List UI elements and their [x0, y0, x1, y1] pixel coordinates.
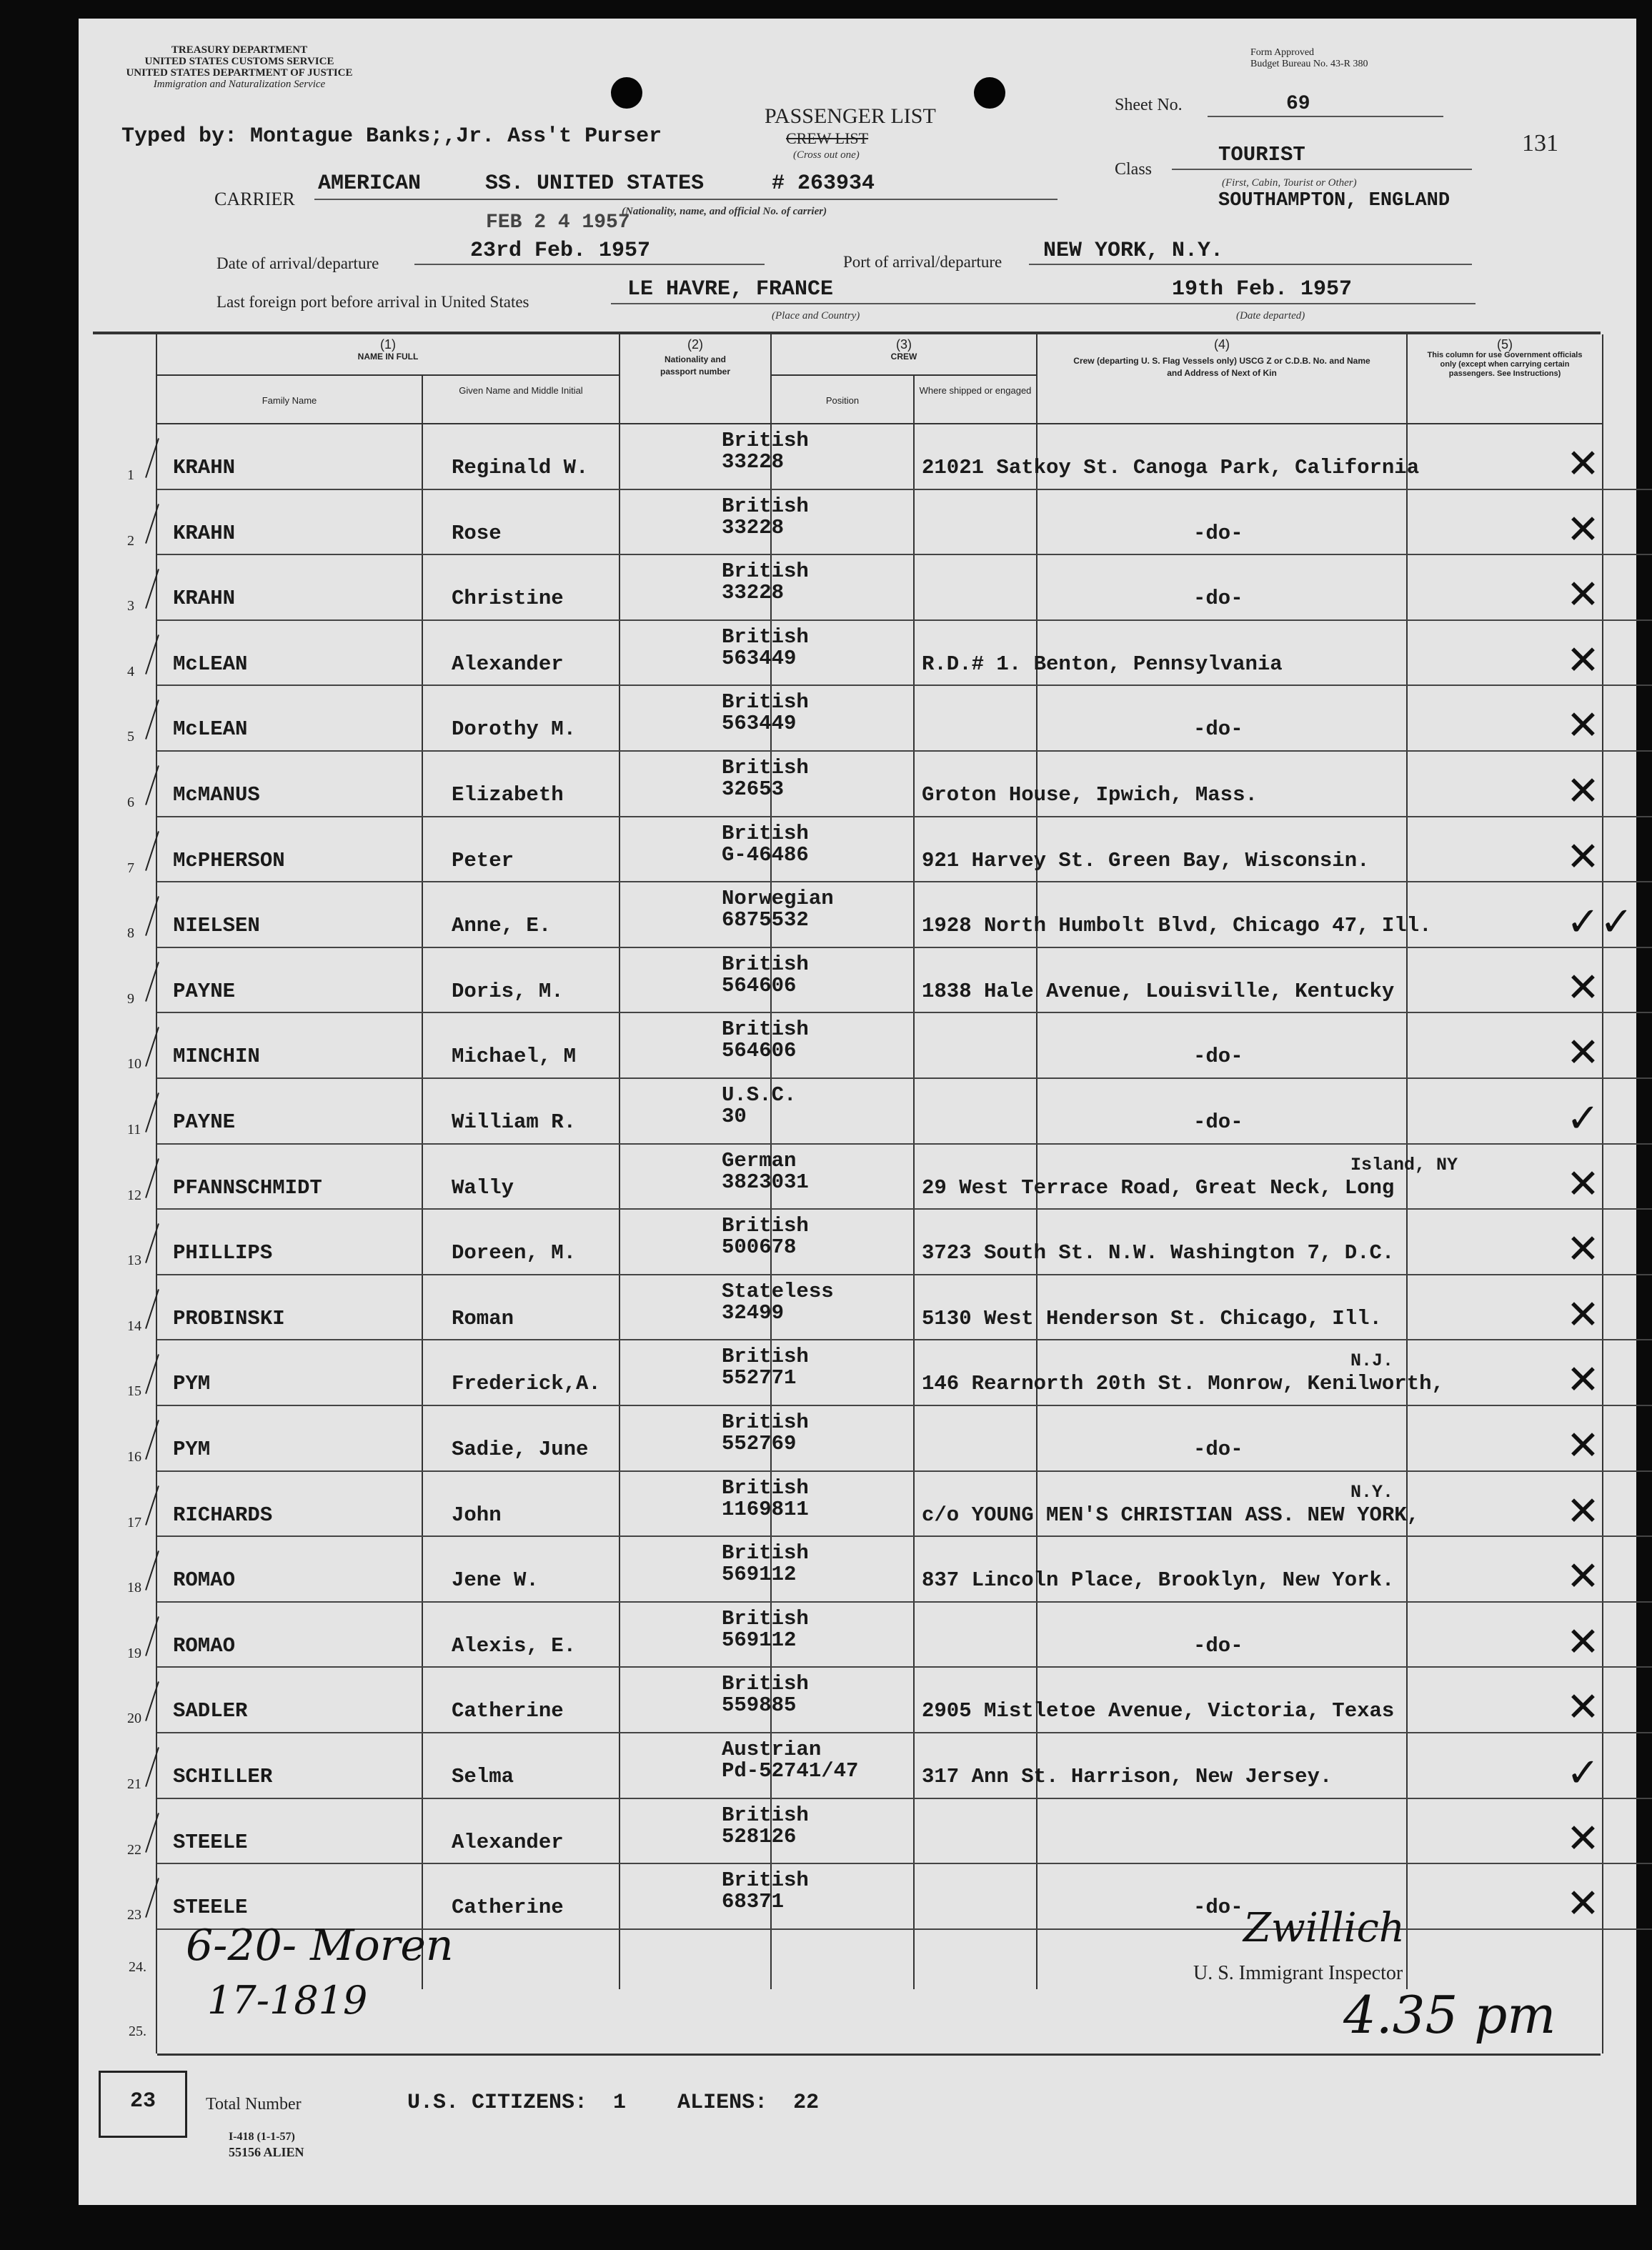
list-title: PASSENGER LIST [765, 104, 936, 128]
col3-number: (3) [896, 337, 912, 352]
col2-number: (2) [687, 337, 703, 352]
nationality: British [722, 1017, 809, 1042]
family-name: McMANUS [173, 783, 260, 807]
next-of-kin-address: 2905 Mistletoe Avenue, Victoria, Texas [922, 1699, 1395, 1723]
table-top-rule [93, 332, 1601, 334]
total-label: Total Number [206, 2095, 302, 2114]
check-tick [145, 896, 159, 936]
row-number: 5 [127, 729, 134, 745]
check-tick [145, 831, 159, 871]
handwritten-time: 4.35 pm [1343, 1985, 1556, 2045]
given-name: Michael, M [452, 1045, 577, 1069]
table-row [127, 1537, 1652, 1603]
table-row [127, 1079, 1652, 1145]
table-row [127, 424, 1652, 490]
family-name: STEELE [173, 1830, 248, 1854]
table-row [127, 555, 1652, 621]
class-note: (First, Cabin, Tourist or Other) [1222, 177, 1357, 189]
nationality: British [722, 1410, 809, 1434]
row-number: 6 [127, 795, 134, 810]
inspector-label: U. S. Immigrant Inspector [1193, 1962, 1403, 1984]
next-of-kin-address: c/o YOUNG MEN'S CHRISTIAN ASS. NEW YORK, [922, 1503, 1420, 1527]
row-number: 3 [127, 598, 134, 614]
row-number: 8 [127, 925, 134, 942]
check-tick [145, 1355, 159, 1395]
passport-number: 33228 [722, 450, 785, 474]
crew-list-struck: CREW LIST [786, 129, 869, 147]
check-tick [145, 1813, 159, 1853]
row-number: 7 [127, 860, 134, 876]
passport-number: 563449 [722, 712, 797, 736]
form-code: 55156 ALIEN [229, 2145, 304, 2159]
given-name: Selma [452, 1765, 514, 1788]
next-of-kin-address: 837 Lincoln Place, Brooklyn, New York. [922, 1568, 1395, 1593]
family-name: PHILLIPS [173, 1241, 273, 1265]
nationality: British [722, 494, 809, 518]
dept-line: TREASURY DEPARTMENT [171, 44, 308, 56]
address-continuation: Island, NY [1350, 1154, 1458, 1175]
next-of-kin-address: 921 Harvey St. Green Bay, Wisconsin. [922, 848, 1370, 872]
given-name: John [452, 1503, 502, 1527]
table-row [127, 490, 1652, 556]
cross-out-note: (Cross out one) [793, 149, 860, 161]
table-row [127, 621, 1652, 687]
next-of-kin-address: -do- [1193, 1438, 1243, 1461]
nationality: British [722, 1475, 809, 1500]
passport-number: 528126 [722, 1824, 797, 1848]
row-number: 16 [127, 1449, 141, 1465]
official-mark: ✕ [1566, 1423, 1600, 1469]
next-of-kin-address: -do- [1193, 717, 1243, 742]
check-tick [145, 1616, 159, 1656]
port-value: NEW YORK, N.Y. [1043, 239, 1224, 263]
nationality: British [722, 1868, 809, 1893]
check-tick [145, 962, 159, 1002]
row-number: 9 [127, 990, 134, 1007]
nationality: Norwegian [722, 887, 834, 911]
official-mark: ✕ [1566, 572, 1600, 619]
col5-title: This column for use Government officials only (except when carrying certain passengers. See Instructions) [1427, 351, 1583, 378]
passport-number: 563449 [722, 646, 797, 670]
row-number-25: 25. [129, 2023, 146, 2039]
nationality: British [722, 756, 809, 780]
family-name: PAYNE [173, 979, 236, 1003]
passport-number: 30 [722, 1105, 747, 1128]
family-name: ROMAO [173, 1568, 236, 1593]
check-tick [145, 1420, 159, 1460]
given-name: Doreen, M. [452, 1241, 577, 1265]
row-number: 12 [127, 1187, 141, 1203]
header-split [157, 374, 619, 376]
row-number: 15 [127, 1383, 141, 1400]
department-block [79, 44, 400, 90]
passport-number: 552771 [722, 1366, 797, 1390]
nationality: British [722, 690, 809, 715]
table-row [127, 1340, 1652, 1406]
carrier-label: CARRIER [214, 189, 295, 209]
passport-number: 500678 [722, 1235, 797, 1260]
nationality: British [722, 429, 809, 452]
passport-number: 33228 [722, 515, 785, 539]
nationality: British [722, 624, 809, 649]
row-number: 22 [127, 1841, 141, 1858]
official-mark: ✓ [1566, 1750, 1600, 1796]
official-mark: ✕ [1566, 1030, 1600, 1077]
col1-title: NAME IN FULL [357, 352, 419, 362]
official-mark: ✓✓ [1566, 899, 1633, 946]
carrier-value: AMERICAN SS. UNITED STATES [318, 171, 705, 196]
family-name: SADLER [173, 1699, 248, 1723]
table-bottom-rule [157, 2054, 1601, 2056]
form-approval [1250, 47, 1368, 70]
official-mark: ✕ [1566, 441, 1600, 487]
table-row [127, 817, 1652, 883]
official-mark: ✕ [1566, 1357, 1600, 1404]
next-of-kin-address: 29 West Terrace Road, Great Neck, Long [922, 1175, 1395, 1200]
dept-line: Immigration and Naturalization Service [153, 79, 326, 90]
table-row [127, 1406, 1652, 1472]
punch-hole-right [974, 77, 1005, 109]
southampton: SOUTHAMPTON, ENGLAND [1218, 190, 1451, 211]
table-row [127, 1275, 1652, 1341]
given-name: William R. [452, 1110, 577, 1134]
passport-number: 564606 [722, 1039, 797, 1063]
page-number: 131 [1522, 130, 1558, 156]
official-mark: ✕ [1566, 833, 1600, 880]
passport-number: 564606 [722, 973, 797, 997]
check-tick [145, 1027, 159, 1067]
row-number: 4 [127, 663, 134, 680]
next-of-kin-address: 146 Rearnorth 20th St. Monrow, Kenilworth, [922, 1372, 1444, 1396]
check-tick [145, 569, 159, 609]
form-approved-text: Form Approved [1250, 47, 1315, 58]
row-number: 10 [127, 1056, 141, 1072]
passport-number: 6875532 [722, 908, 809, 932]
row-number: 21 [127, 1776, 141, 1792]
col5-number: (5) [1497, 337, 1513, 352]
next-of-kin-address: Groton House, Ipwich, Mass. [922, 783, 1258, 807]
col1-header [157, 339, 619, 363]
col4-title: Crew (departing U. S. Flag Vessels only) USCG Z or C.D.B. No. and Name and Address of Next of Kin [1073, 356, 1370, 378]
table-row [127, 1733, 1652, 1799]
passport-number: 569112 [722, 1628, 797, 1652]
port-rule [1029, 264, 1472, 265]
row-number: 14 [127, 1318, 141, 1334]
family-name: PYM [173, 1372, 211, 1396]
row-number-24: 24. [129, 1959, 146, 1975]
given-name: Reginald W. [452, 456, 589, 479]
passport-number: 559885 [722, 1693, 797, 1718]
inspector-signature: Zwillich [1243, 1905, 1405, 1951]
total-value: 23 [129, 2089, 156, 2114]
next-of-kin-address: -do- [1193, 1110, 1243, 1134]
official-mark: ✕ [1566, 1488, 1600, 1535]
passport-number: 68371 [722, 1890, 785, 1914]
carrier-note: (Nationality, name, and official No. of carrier) [622, 206, 827, 217]
nationality: German [722, 1148, 797, 1173]
given-name: Frederick,A. [452, 1372, 601, 1396]
col4-number: (4) [1214, 337, 1230, 352]
given-name: Dorothy M. [452, 717, 577, 742]
given-name: Roman [452, 1306, 514, 1330]
table-row [127, 1210, 1652, 1275]
given-name: Wally [452, 1175, 514, 1200]
arrival-rule [414, 264, 765, 265]
arrival-value: 23rd Feb. 1957 [470, 239, 651, 263]
citizen-summary: U.S. CITIZENS: 1 ALIENS: 22 [407, 2091, 820, 2115]
passport-number: Pd-52741/47 [722, 1759, 859, 1783]
family-name: McPHERSON [173, 848, 285, 872]
nationality: British [722, 1345, 809, 1369]
next-of-kin-address: -do- [1193, 1045, 1243, 1069]
col3-title: CREW [890, 352, 917, 362]
given-name: Christine [452, 587, 564, 611]
class-rule [1172, 169, 1472, 170]
given-name: Jene W. [452, 1568, 539, 1593]
table-row [127, 948, 1652, 1014]
nationality: British [722, 1672, 809, 1696]
sheet-label: Sheet No. [1115, 96, 1183, 114]
typed-by: Typed by: Montague Banks;,Jr. Ass't Purser [121, 124, 662, 149]
official-mark: ✕ [1566, 702, 1600, 750]
sheet-rule [1208, 116, 1443, 117]
col3-header [772, 339, 1036, 363]
check-tick [145, 1747, 159, 1787]
next-of-kin-address: -do- [1193, 521, 1243, 545]
next-of-kin-address: R.D.# 1. Benton, Pennsylvania [922, 652, 1283, 676]
nationality: U.S.C. [722, 1083, 797, 1107]
punch-hole-left [611, 77, 642, 109]
nationality: British [722, 952, 809, 976]
nationality: British [722, 1541, 809, 1565]
given-header: Given Name and Middle Initial [459, 385, 583, 396]
family-name: RICHARDS [173, 1503, 273, 1527]
official-mark: ✕ [1566, 1815, 1600, 1862]
official-mark: ✓ [1566, 1095, 1600, 1142]
next-of-kin-address: 5130 West Henderson St. Chicago, Ill. [922, 1306, 1382, 1330]
check-tick [145, 1682, 159, 1722]
given-name: Rose [452, 521, 502, 545]
official-mark: ✕ [1566, 1160, 1600, 1208]
next-of-kin-address: 3723 South St. N.W. Washington 7, D.C. [922, 1241, 1395, 1265]
departed-note: (Date departed) [1236, 310, 1305, 322]
port-label: Port of arrival/departure [843, 253, 1002, 271]
class-value: TOURIST [1218, 143, 1305, 166]
next-of-kin-address: -do- [1193, 1896, 1243, 1920]
official-mark: ✕ [1566, 1618, 1600, 1666]
family-name: MINCHIN [173, 1045, 260, 1069]
row-number: 17 [127, 1514, 141, 1530]
row-number: 20 [127, 1711, 141, 1727]
check-tick [145, 700, 159, 740]
family-header: Family Name [262, 395, 317, 406]
address-continuation: N.Y. [1350, 1481, 1394, 1503]
nationality: British [722, 1606, 809, 1631]
col1-number: (1) [380, 337, 396, 352]
next-of-kin-address: -do- [1193, 1633, 1243, 1658]
next-of-kin-address: 1838 Hale Avenue, Louisville, Kentucky [922, 979, 1395, 1003]
official-mark: ✕ [1566, 637, 1600, 684]
nationality: British [722, 1214, 809, 1238]
check-tick [145, 1158, 159, 1198]
given-name: Alexis, E. [452, 1633, 577, 1658]
header-split [770, 374, 1036, 376]
table-row [127, 1799, 1652, 1865]
check-tick [145, 438, 159, 478]
official-mark: ✕ [1566, 1881, 1600, 1928]
given-name: Doris, M. [452, 979, 564, 1003]
form-number: I-418 (1-1-57) [229, 2131, 295, 2143]
official-mark: ✕ [1566, 1684, 1600, 1731]
received-stamp: FEB 2 4 1957 [486, 211, 630, 234]
next-of-kin-address: 21021 Satkoy St. Canoga Park, California [922, 456, 1420, 479]
official-mark: ✕ [1566, 506, 1600, 553]
family-name: PYM [173, 1438, 211, 1461]
arrival-label: Date of arrival/departure [217, 254, 379, 272]
departed-value: 19th Feb. 1957 [1172, 277, 1353, 302]
given-name: Anne, E. [452, 914, 552, 938]
carrier-rule [314, 199, 1058, 200]
handwritten-line-25: 17-1819 [207, 1978, 368, 2023]
family-name: NIELSEN [173, 914, 260, 938]
last-port-rule [611, 303, 1476, 304]
passport-number: 33228 [722, 581, 785, 605]
row-number: 2 [127, 532, 134, 549]
family-name: KRAHN [173, 587, 236, 611]
given-name: Catherine [452, 1699, 564, 1723]
family-name: KRAHN [173, 521, 236, 545]
official-mark: ✕ [1566, 768, 1600, 815]
family-name: SCHILLER [173, 1765, 273, 1788]
nationality: British [722, 559, 809, 584]
family-name: PAYNE [173, 1110, 236, 1134]
given-name: Elizabeth [452, 783, 564, 807]
nationality: Austrian [722, 1738, 822, 1761]
manifest-sheet [79, 19, 1636, 2205]
official-mark: ✕ [1566, 964, 1600, 1011]
passport-number: 552769 [722, 1432, 797, 1455]
passport-number: G-46486 [722, 842, 809, 867]
nationality: British [722, 1803, 809, 1827]
official-mark: ✕ [1566, 1553, 1600, 1601]
family-name: KRAHN [173, 456, 236, 479]
official-mark: ✕ [1566, 1291, 1600, 1338]
dept-line: UNITED STATES CUSTOMS SERVICE [144, 56, 334, 67]
check-tick [145, 1485, 159, 1525]
check-tick [145, 1092, 159, 1133]
table-row [127, 1145, 1652, 1210]
next-of-kin-address: -do- [1193, 587, 1243, 611]
check-tick [145, 1550, 159, 1591]
row-number: 11 [127, 1122, 141, 1138]
budget-bureau-text: Budget Bureau No. 43-R 380 [1250, 59, 1368, 69]
given-name: Catherine [452, 1896, 564, 1920]
passport-number: 1169811 [722, 1497, 809, 1521]
position-header: Position [825, 395, 860, 406]
col5-header [1408, 339, 1602, 379]
passport-number: 32653 [722, 777, 785, 801]
passport-number: 569112 [722, 1563, 797, 1587]
shipped-header: Where shipped or engaged [919, 385, 1032, 396]
family-name: STEELE [173, 1896, 248, 1920]
check-tick [145, 1289, 159, 1329]
row-number: 1 [127, 467, 134, 483]
table-row [127, 882, 1652, 948]
col2-header [620, 339, 770, 378]
row-number: 23 [127, 1907, 141, 1923]
row-number: 19 [127, 1645, 141, 1661]
table-row [127, 686, 1652, 752]
official-mark: ✕ [1566, 1226, 1600, 1273]
given-name: Peter [452, 848, 514, 872]
nationality: Stateless [722, 1279, 834, 1303]
table-row [127, 1472, 1652, 1538]
row-number: 18 [127, 1580, 141, 1596]
dept-line: UNITED STATES DEPARTMENT OF JUSTICE [126, 67, 353, 79]
passport-number: 3823031 [722, 1170, 809, 1194]
family-name: McLEAN [173, 652, 248, 676]
given-name: Alexander [452, 652, 564, 676]
col2-title: Nationality and passport number [660, 354, 730, 377]
given-name: Sadie, June [452, 1438, 589, 1461]
check-tick [145, 1878, 159, 1918]
place-note: (Place and Country) [772, 310, 860, 322]
family-name: PROBINSKI [173, 1306, 285, 1330]
check-tick [145, 1223, 159, 1263]
col4-header [1038, 339, 1406, 379]
sheet-number: 69 [1286, 93, 1310, 115]
given-name: Alexander [452, 1830, 564, 1854]
next-of-kin-address: 317 Ann St. Harrison, New Jersey. [922, 1765, 1333, 1788]
table-row [127, 1013, 1652, 1079]
last-port-label: Last foreign port before arrival in United States [217, 293, 529, 311]
family-name: ROMAO [173, 1633, 236, 1658]
next-of-kin-address: 1928 North Humbolt Blvd, Chicago 47, Ill. [922, 914, 1432, 938]
passport-number: 32499 [722, 1300, 785, 1325]
table-row [127, 1603, 1652, 1668]
check-tick [145, 765, 159, 805]
table-row [127, 1668, 1652, 1733]
check-tick [145, 634, 159, 674]
last-port-value: LE HAVRE, FRANCE [627, 277, 834, 302]
address-continuation: N.J. [1350, 1350, 1394, 1372]
row-number: 13 [127, 1253, 141, 1269]
family-name: McLEAN [173, 717, 248, 742]
class-label: Class [1115, 160, 1153, 179]
carrier-number: # 263934 [772, 171, 875, 196]
check-tick [145, 504, 159, 544]
nationality: British [722, 821, 809, 845]
table-row [127, 752, 1652, 817]
family-name: PFANNSCHMIDT [173, 1175, 322, 1200]
handwritten-line-24: 6-20- Moren [186, 1921, 454, 1971]
